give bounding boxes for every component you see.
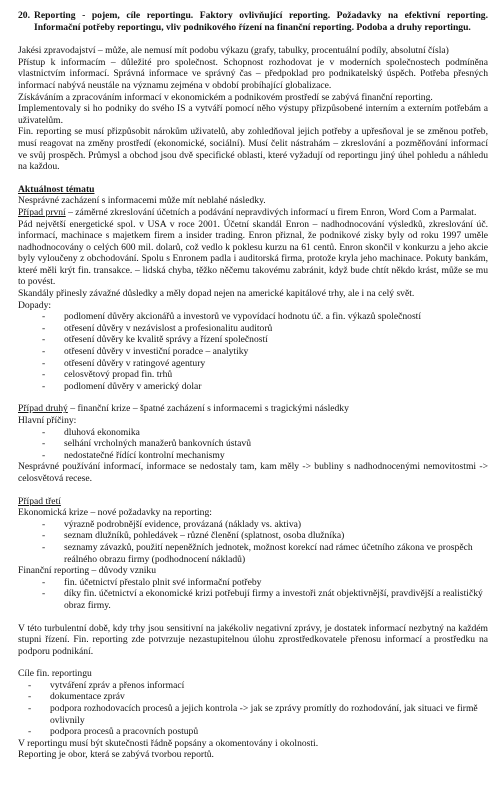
intro-line: Získáváním a zpracováním informací v ekonomickém a podnikovém prostředí se zabývá finanční reporting.: [18, 91, 433, 103]
causes-label: Hlavní příčiny:: [18, 415, 77, 426]
question-number: 20.: [18, 10, 30, 21]
list-item: - seznam dlužníků, pohledávek – různé členění (splatnost, osoba dlužníka): [42, 530, 488, 542]
list-item: - nedostatečné řídící kontrolní mechanismy: [42, 450, 488, 462]
impacts-list: [18, 311, 488, 392]
list-item: - otřesení důvěry v ratingové agentury: [42, 358, 488, 370]
goals-line: Reporting je obor, která se zabývá tvorbou reportů.: [18, 749, 214, 761]
intro-line: Jakési zpravodajství – může, ale nemusí mít podobu výkazu (grafy, tabulky, procentuální podíly, absolutní čísla): [18, 45, 449, 57]
section-title: Aktuálnost tématu: [18, 183, 95, 195]
intro-line: Přístup k informacím – důležité pro společnost. Schopnost rozhodovat je v moderních společnostech podmíněna vlastnictvím informací. Správná informace ve správný čas – předpoklad pro podnikatelský úspěch. Potřeba přesných informací nabývá neustále na významu zejména v období probíhající globalizace.: [18, 56, 488, 91]
list-item: - otřesení důvěry v investiční poradce – analytiky: [42, 346, 488, 358]
case-three-line: Ekonomická krize – nové požadavky na reporting:: [18, 507, 212, 519]
goals-list: [18, 680, 488, 738]
list-item: - celosvětový propad fin. trhů: [42, 369, 488, 381]
list-item: - podlomení důvěry v americký dolar: [42, 381, 488, 393]
topical-section: [18, 184, 488, 612]
list-item: - podpora procesů a pracovních postupů: [28, 726, 488, 738]
case-two-label: Případ druhý: [18, 403, 68, 415]
goals-section: [18, 668, 488, 761]
list-item: - vytváření zpráv a přenos informací: [28, 680, 488, 692]
list-item: - otřesení důvěry v nezávislost a profesionalitu auditorů: [42, 323, 488, 335]
causes-list: [18, 427, 488, 462]
reasons-label: Finanční reporting – důvody vzniku: [18, 565, 157, 577]
impacts-label: Dopady:: [18, 299, 52, 311]
list-item: - fin. účetnictví přestalo plnit své informační potřeby: [42, 577, 488, 589]
turbulent-paragraph: V této turbulentní době, kdy trhy jsou sensitivní na jakékoliv negativní zprávy, je dostatek informací nezbytný na každém stupni řízení. Fin. reporting zde potvrzuje nezastupitelnou úlohu zprostředkovatele přenosu informací a prostředku na podporu podnikání.: [18, 622, 488, 657]
case-one-label: Případ první: [18, 206, 66, 218]
intro-line: Implementovaly si ho podniky do svého IS a vytváří pomocí něho výstupy přizpůsobené interním a externím potřebám a uživatelům.: [18, 103, 488, 126]
list-item: - výrazně podrobnější evidence, provázaná (náklady vs. aktiva): [42, 519, 488, 531]
list-item: - dluhová ekonomika: [42, 427, 488, 439]
case-one-body-2: Skandály přinesly závažné důsledky a měly dopad nejen na americké kapitálové trhy, ale i na celý svět.: [18, 288, 415, 300]
list-item: - otřesení důvěry ke kvalitě správy a řízení společností: [42, 334, 488, 346]
case-three-list: [18, 519, 488, 565]
case-two-rest: – finanční krize – špatné zacházení s informacemi s tragickými následky: [67, 403, 349, 415]
list-item: - seznamy závazků, použití nepeněžních jednotek, možnost korekcí nad rámec účetního zákona ve prospěch reálného obrazu firmy (podhodnocení nákladů): [42, 542, 488, 565]
list-item: - díky fin. účetnictví a ekonomické krizi potřebují firmy a investoři znát objektivnější, pravdivější a realističký obraz firmy.: [42, 588, 488, 611]
list-item: - podpora rozhodovacích procesů a jejich kontrola -> jak se zprávy promítly do rozhodování, jak situaci ve firmě ovlivnily: [28, 703, 488, 726]
intro-line: Fin. reporting se musí přizpůsobit nárokům uživatelů, aby zohledňoval jejich potřeby a upřesňoval je se změnou potřeb, musí reagovat na změny prostředí (ekonomické, sociální). Musí čelit nástrahám – zkreslování a pozměňování informací ve svůj prospěch. Průmysl a obchod jsou dvě specifické oblasti, které vyžadují od reportingu jiný úhel pohledu a náhledu na každou.: [18, 126, 488, 173]
list-item: - selhání vrcholných manažerů bankovních ústavů: [42, 438, 488, 450]
case-two-body: Nesprávné používání informací, informace se nedostaly tam, kam měly -> bubliny s nadhodnocenými nemovitostmi -> celosvětová recese.: [18, 461, 488, 484]
case-three-label: Případ třetí: [18, 495, 61, 507]
goals-label: Cíle fin. reportingu: [18, 668, 92, 680]
case-one-body: Pád největší energetické spol. v USA v roce 2001. Účetní skandál Enron – nadhodnocování výsledků, zkreslování úč. informací, machinace s majetkem firem a insider trading. Enron přiznal, že podnikové zisky byly od roku 1997 uměle nadhodnocovány o celých 600 mil. dolarů, což vedlo k poklesu kurzu na 61 centů. Enron skončil v konkurzu a jeho akcie byly vyloučeny z obchodování. Spolu s Enronem padla i auditorská firma, protože kryla jeho machinace. Pokuty bankám, které měli krýt fin. transakce. – lidská chyba, těžko něčemu takovému zabránit, když bude chtít někdo krást, může se mu to povést.: [18, 218, 488, 288]
case-three-title: [18, 496, 488, 508]
case-one-title: [18, 207, 488, 219]
question-heading: [18, 10, 488, 33]
reasons-list: [18, 577, 488, 612]
case-one-rest: – záměrné zkreslování účetních a podávání nepravdivých informací u firem Enron, Word Com a Parmalat.: [65, 206, 477, 218]
question-title: Reporting - pojem, cíle reportingu. Faktory ovlivňující reporting. Požadavky na efektivní reporting. Informační potřeby reportingu, vliv podnikového řízení na finanční reporting. Podoba a druhy reportingu.: [34, 10, 488, 33]
intro-section: [18, 45, 488, 173]
goals-line: V reportingu musí být skutečnosti řádně popsány a okomentovány i okolnosti.: [18, 737, 319, 749]
list-item: - dokumentace zpráv: [28, 691, 488, 703]
topical-line: Nesprávné zacházení s informacemi může mít neblahé následky.: [18, 195, 266, 207]
list-item: - podlomení důvěry akcionářů a investorů ve vypovídací hodnotu úč. a fin. výkazů společností: [42, 311, 488, 323]
case-two-title: [18, 403, 488, 415]
